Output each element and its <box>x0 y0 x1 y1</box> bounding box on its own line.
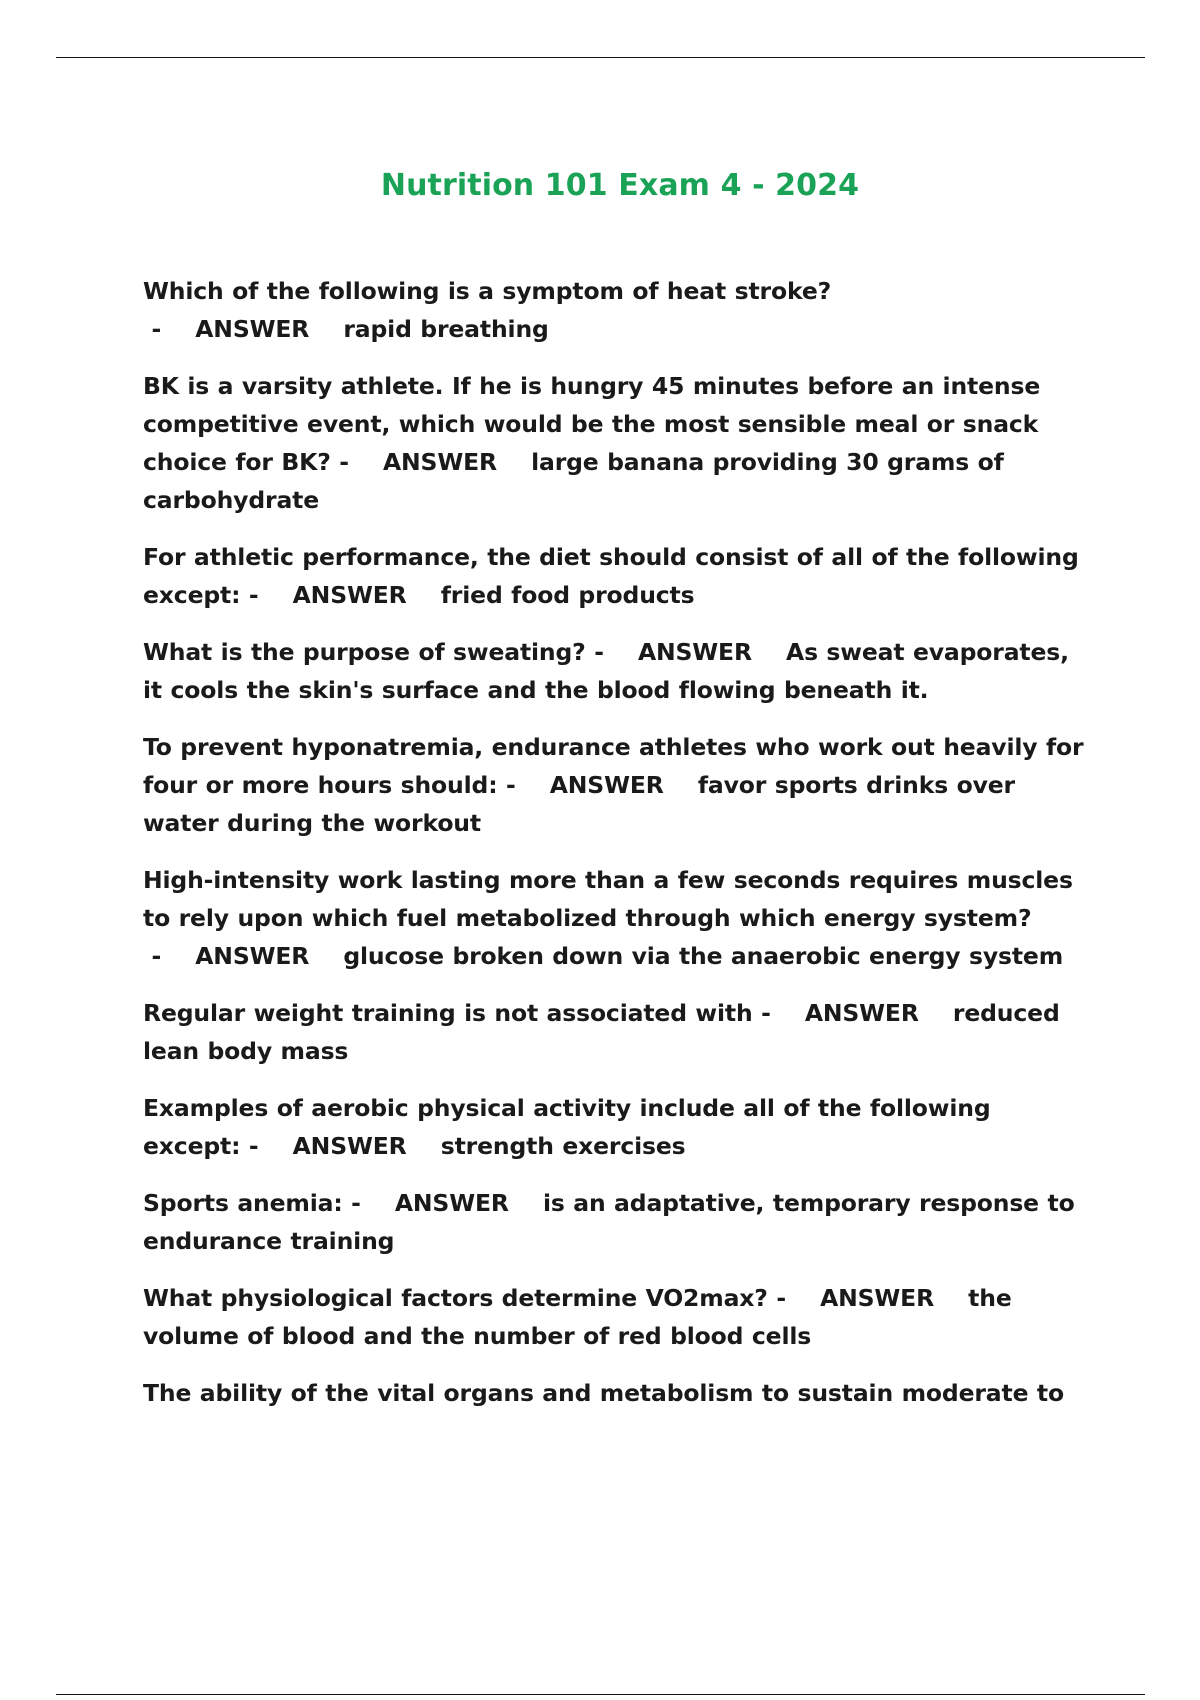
trailing-question-text: The ability of the vital organs and metabolism to sustain moderate to <box>143 1379 1064 1407</box>
question-text: Regular weight training is not associated with <box>143 999 753 1027</box>
question-text: Sports anemia: <box>143 1189 343 1217</box>
page-title: Nutrition 101 Exam 4 - 2024 <box>380 168 860 204</box>
answer-text: glucose broken down via the anaerobic energy system <box>343 942 1064 970</box>
answer-gap <box>934 1284 968 1312</box>
qa-item <box>143 1279 1093 1355</box>
question-separator: - <box>585 638 638 666</box>
answer-text: strength exercises <box>440 1132 686 1160</box>
qa-item <box>143 538 1093 614</box>
question-text: High-intensity work lasting more than a few seconds requires muscles to rely upon which fuel metabolized through which energy system? <box>143 866 1073 932</box>
qa-item <box>143 633 1093 709</box>
answer-keyword: ANSWER <box>195 942 310 970</box>
answer-gap <box>407 581 441 609</box>
answer-keyword: ANSWER <box>804 999 919 1027</box>
qa-item <box>143 728 1093 842</box>
question-text: What is the purpose of sweating? <box>143 638 586 666</box>
qa-item <box>143 367 1093 519</box>
answer-keyword: ANSWER <box>637 638 752 666</box>
question-text: What physiological factors determine VO2max? <box>143 1284 768 1312</box>
answer-gap <box>309 942 343 970</box>
answer-text: is an adaptative, temporary response to endurance training <box>143 1189 1075 1255</box>
question-separator: - <box>497 771 550 799</box>
question-separator: - <box>143 315 196 343</box>
question-answer-list <box>143 272 1093 1431</box>
answer-gap <box>309 315 343 343</box>
answer-gap <box>509 1189 543 1217</box>
question-separator: - <box>767 1284 821 1312</box>
answer-keyword: ANSWER <box>292 1132 407 1160</box>
answer-keyword: ANSWER <box>292 581 407 609</box>
answer-keyword: ANSWER <box>394 1189 509 1217</box>
question-separator: - <box>240 581 293 609</box>
qa-item <box>143 1089 1093 1165</box>
answer-gap <box>407 1132 441 1160</box>
answer-text: favor sports drinks over water during the workout <box>143 771 1015 837</box>
question-separator: - <box>330 448 383 476</box>
question-separator: - <box>143 942 196 970</box>
question-separator: - <box>240 1132 293 1160</box>
answer-text: reduced lean body mass <box>143 999 1060 1065</box>
qa-item <box>143 861 1093 975</box>
question-separator: - <box>752 999 805 1027</box>
question-text: Examples of aerobic physical activity include all of the following except: <box>143 1094 991 1160</box>
answer-text: As sweat evaporates, it cools the skin's surface and the blood flowing beneath it. <box>143 638 1069 704</box>
answer-gap <box>919 999 953 1027</box>
qa-item <box>143 1184 1093 1260</box>
answer-keyword: ANSWER <box>549 771 664 799</box>
question-text: Which of the following is a symptom of heat stroke? <box>143 277 832 305</box>
answer-keyword: ANSWER <box>195 315 310 343</box>
question-text: To prevent hyponatremia, endurance athletes who work out heavily for four or more hours should: <box>143 733 1084 799</box>
qa-item <box>143 272 1093 348</box>
answer-keyword: ANSWER <box>820 1284 935 1312</box>
answer-text: fried food products <box>440 581 695 609</box>
answer-text: large banana providing 30 grams of carbohydrate <box>143 448 1004 514</box>
answer-gap <box>752 638 786 666</box>
answer-text: rapid breathing <box>343 315 549 343</box>
answer-gap <box>664 771 698 799</box>
question-text: BK is a varsity athlete. If he is hungry 45 minutes before an intense competitive event, which would be the most sensible meal or snack choice for BK? <box>143 372 1041 476</box>
question-separator: - <box>342 1189 395 1217</box>
question-text: For athletic performance, the diet should consist of all of the following except: <box>143 543 1079 609</box>
qa-item <box>143 994 1093 1070</box>
answer-gap <box>497 448 531 476</box>
answer-text: the volume of blood and the number of red blood cells <box>143 1284 1012 1350</box>
header-rule <box>56 57 1145 58</box>
footer-rule <box>56 1694 1145 1695</box>
answer-keyword: ANSWER <box>382 448 497 476</box>
